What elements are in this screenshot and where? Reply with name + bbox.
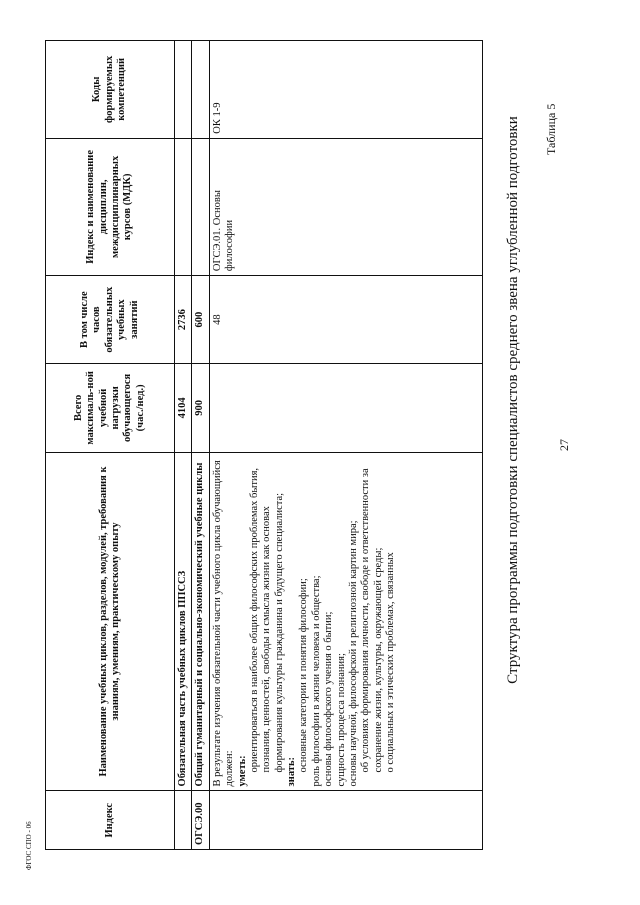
knowledge-item: о социальных и этических проблемах, связанных bbox=[385, 552, 396, 773]
cell-name: Обязательная часть учебных циклов ППССЗ bbox=[175, 452, 192, 791]
knowledge-item: роль философии в жизни человека и общества; bbox=[310, 575, 322, 787]
cell-mandatory: 600 bbox=[192, 276, 209, 364]
header-discipline: Индекс и наименование дисциплин, междисциплинарных курсов (МДК) bbox=[46, 138, 175, 275]
rotated-page bbox=[10, 10, 630, 890]
table-label: Таблица 5 bbox=[544, 103, 558, 155]
cell-discipline bbox=[175, 138, 192, 275]
curriculum-table bbox=[45, 40, 483, 850]
header-name: Наименование учебных циклов, разделов, модулей, требования к знаниям, умениям, практическому опыту bbox=[46, 452, 175, 791]
skill-item: ориентироваться в наиболее общих философских проблемах бытия, познания, ценностей, свободы и смысла жизни как основах формирования культуры гражданина и будущего специалиста; bbox=[248, 467, 285, 773]
table-row-content bbox=[209, 41, 482, 850]
knowledge-item: основные категории и понятия философии; bbox=[298, 578, 310, 773]
cell-total: 900 bbox=[192, 364, 209, 452]
cell-total: 4104 bbox=[175, 364, 192, 452]
cell-index bbox=[175, 791, 192, 850]
knowledge-item: сущность процесса познания; bbox=[335, 653, 347, 787]
cell-requirements bbox=[209, 452, 482, 791]
table-header-row bbox=[46, 41, 175, 850]
cell-competences bbox=[175, 41, 192, 139]
cell-total bbox=[209, 364, 482, 452]
cell-mandatory: 48 bbox=[209, 276, 482, 364]
header-total: Всего максималь-ной учебной нагрузки обучающегося (час./нед.) bbox=[46, 364, 175, 452]
requirements-intro: В результате изучения обязательной части учебного цикла обучающийся должен: bbox=[211, 460, 236, 787]
table-row bbox=[192, 41, 209, 850]
cell-name: Общий гуманитарный и социально-экономический учебные циклы bbox=[192, 452, 209, 791]
header-mandatory: В том числе часов обязательных учебных занятий bbox=[46, 276, 175, 364]
knowledge-item: об условиях формирования личности, свободе и ответственности за сохранение жизни, культуры, окружающей среды; bbox=[360, 468, 384, 773]
cell-competences: ОК 1-9 bbox=[209, 41, 482, 139]
knowledge-item: основы философского учения о бытии; bbox=[323, 611, 335, 787]
cell-competences bbox=[192, 41, 209, 139]
knowledge-item: основы научной, философской и религиозной картин мира; bbox=[347, 520, 359, 787]
table-row bbox=[175, 41, 192, 850]
cell-index: ОГСЭ.00 bbox=[192, 791, 209, 850]
cell-discipline bbox=[192, 138, 209, 275]
cell-mandatory: 2736 bbox=[175, 276, 192, 364]
footer-code: ФГОС СПО - 06 bbox=[25, 821, 33, 870]
header-competences: Коды формируемых компетенций bbox=[46, 41, 175, 139]
cell-discipline: ОГСЭ.01. Основы философии bbox=[209, 138, 482, 275]
knowledge-label: знать: bbox=[286, 756, 297, 787]
header-index: Индекс bbox=[46, 791, 175, 850]
document-title: Структура программы подготовки специалистов среднего звена углубленной подготовки bbox=[505, 116, 521, 684]
skills-label: уметь: bbox=[236, 755, 248, 787]
page-number: 27 bbox=[557, 439, 571, 451]
cell-index bbox=[209, 791, 482, 850]
